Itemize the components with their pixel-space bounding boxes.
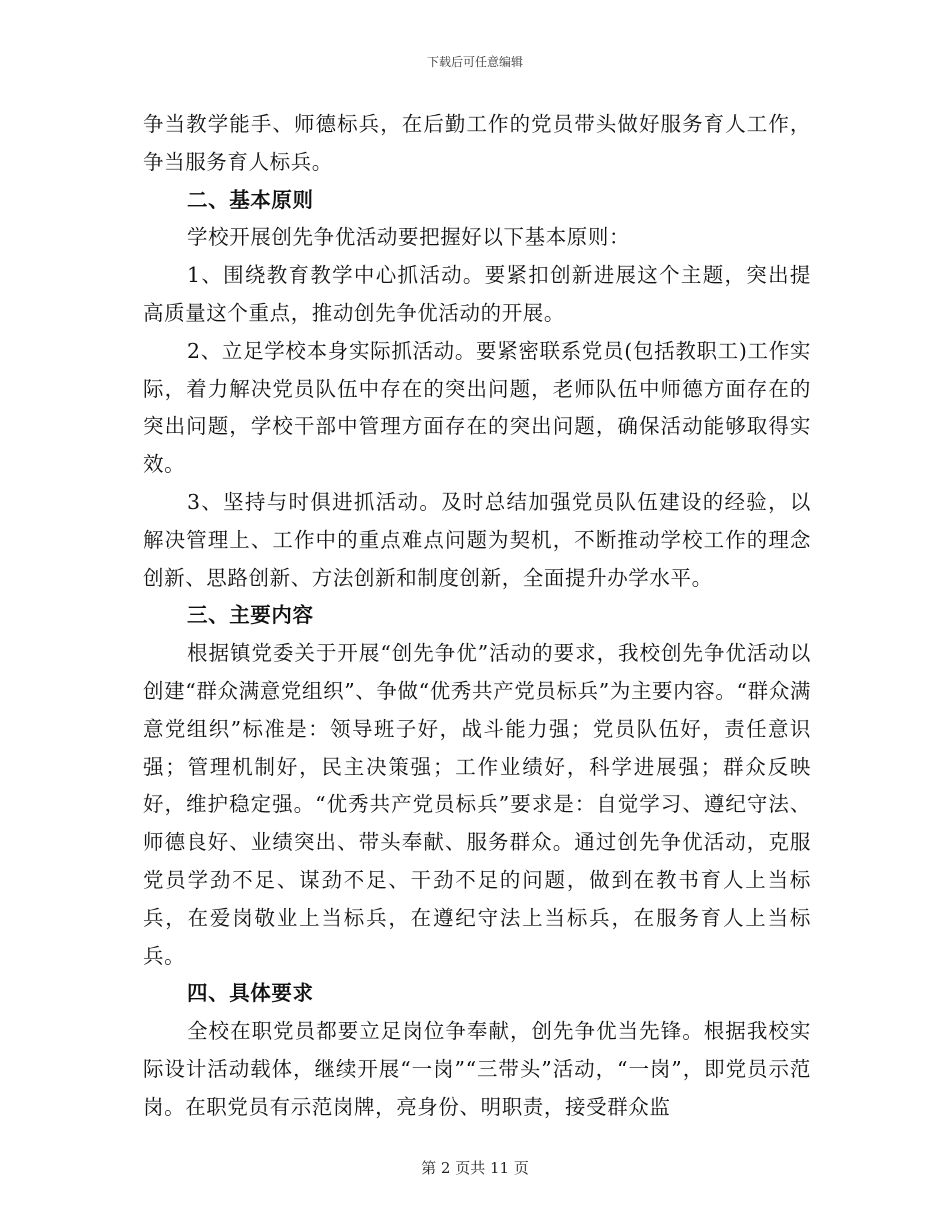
paragraph-main-content: 根据镇党委关于开展“创先争优”活动的要求，我校创先争优活动以创建“群众满意党组织”、争做“优秀共产党员标兵”为主要内容。“群众满意党组织”标准是：领导班子好，战斗能力强；党员队伍好，责任意识强；管理机制好，民主决策强；工作业绩好，科学进展强；群众反映好，维护稳定强。“优秀共产党员标兵”要求是：自觉学习、遵纪守法、师德良好、业绩突出、带头奉献、服务群众。通过创先争优活动，克服党员学劲不足、谋劲不足、干劲不足的问题，做到在教书育人上当标兵，在爱岗敬业上当标兵，在遵纪守法上当标兵，在服务育人上当标兵。 xyxy=(143,641,811,968)
section-heading-specific-requirements: 四、具体要求 xyxy=(187,981,314,1006)
paragraph-continuation: 争当教学能手、师德标兵，在后勤工作的党员带头做好服务育人工作，争当服务育人标兵。 xyxy=(143,112,811,174)
paragraph-principle-2: 2、立足学校本身实际抓活动。要紧密联系党员(包括教职工)工作实际，着力解决党员队伍中存在的突出问题，老师队伍中师德方面存在的突出问题，学校干部中管理方面存在的突出问题，确保活动能够取得实效。 xyxy=(143,338,811,477)
paragraph-specific-requirements: 全校在职党员都要立足岗位争奉献，创先争优当先锋。根据我校实际设计活动载体，继续开展“一岗”“三带头”活动，“一岗”，即党员示范岗。在职党员有示范岗牌，亮身份、明职责，接受群众监 xyxy=(143,1019,811,1119)
paragraph-principle-3: 3、坚持与时俱进抓活动。及时总结加强党员队伍建设的经验，以解决管理上、工作中的重点难点问题为契机，不断推动学校工作的理念创新、思路创新、方法创新和制度创新，全面提升办学水平。 xyxy=(143,489,811,590)
section-heading-basic-principles: 二、基本原则 xyxy=(187,187,314,212)
document-body xyxy=(143,106,811,1127)
section-heading-main-content: 三、主要内容 xyxy=(187,603,314,628)
paragraph-principle-1: 1、围绕教育教学中心抓活动。要紧扣创新进展这个主题，突出提高质量这个重点，推动创先争优活动的开展。 xyxy=(143,263,811,325)
paragraph-principles-intro: 学校开展创先争优活动要把握好以下基本原则： xyxy=(187,225,631,250)
page-header: 下载后可任意编辑 xyxy=(426,55,523,69)
page-number-footer: 第 2 页共 11 页 xyxy=(421,1159,529,1177)
